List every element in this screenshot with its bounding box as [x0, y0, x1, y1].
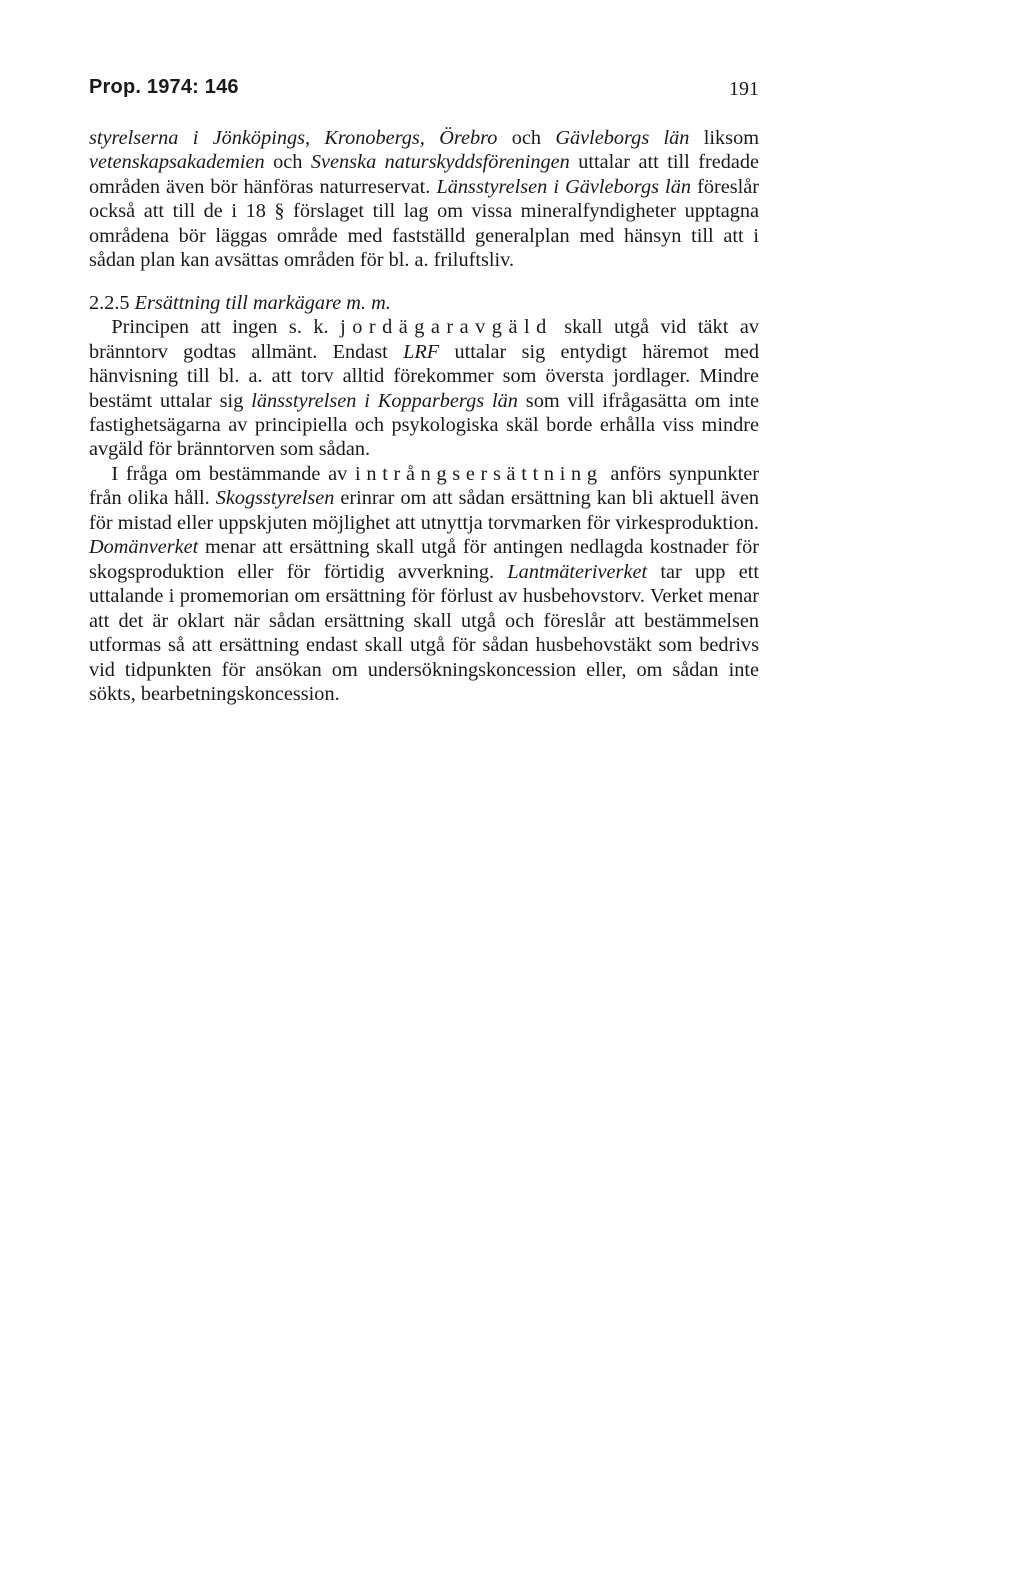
text-run: tar upp ett uttalande i promemorian om ersättning för förlust av husbehovstorv. Verket menar att det är oklart när sådan ersättning skall utgå och föreslår att bestämmelsen utformas så att ersättning endast skall utgå för sådan husbehovstäkt som bedrivs vid tidpunkten för ansökan om undersökningskoncession eller, om sådan inte sökts, bearbetningskoncession.: [89, 560, 759, 705]
agency-name: Gävleborgs län: [555, 127, 690, 149]
section-number: 2.2.5: [89, 291, 130, 314]
text-run: liksom: [689, 127, 759, 149]
paragraph-jordagaravgald: [89, 315, 759, 462]
text-run: I fråga om bestämmande av: [111, 462, 356, 485]
agency-name: Länsstyrelsen i Gävleborgs län: [436, 175, 691, 198]
text-run: menar att ersättning skall utgå för antingen nedlagda kostnader för skogsproduktion eller för förtidig avverkning.: [89, 536, 759, 583]
text-run: Principen att ingen s. k.: [111, 316, 341, 339]
agency-name: Lantmäteriverket: [507, 560, 648, 583]
section-title: Ersättning till markägare m. m.: [134, 291, 391, 314]
text-run: uttalar sig entydigt häremot med hänvisning till bl. a. att torv alltid förekommer som översta jordlager. Mindre bestämt uttalar sig: [89, 340, 759, 412]
agency-name: LRF: [403, 340, 440, 363]
agency-name: Svenska naturskyddsföreningen: [310, 151, 570, 174]
text-run: erinrar om att sådan ersättning kan bli aktuell även för mistad eller uppskjuten möjlighet att utnyttja torvmarken för virkesproduktion.: [89, 487, 759, 534]
emphasized-term: jordägaravgäld: [340, 316, 553, 339]
emphasized-term: intrångsersättning: [355, 462, 603, 485]
agency-name: styrelserna i Jönköpings, Kronobergs, Örebro: [89, 127, 498, 149]
running-title: Prop. 1974: 146: [89, 76, 239, 98]
paragraph-intrangsersattning: [89, 462, 759, 707]
text-run: och: [264, 151, 311, 174]
agency-name: länsstyrelsen i Kopparbergs län: [251, 389, 518, 412]
running-head: [89, 76, 759, 104]
section-heading: [89, 291, 759, 315]
text-run: skall utgå vid täkt av bränntorv godtas allmänt. Endast: [89, 316, 759, 363]
text-run: anförs synpunkter från olika håll.: [89, 462, 759, 510]
text-run: föreslår också att till de i 18 § förslaget till lag om vissa mineralfyndigheter upptagna områdena bör läggas område med fastställd generalplan med hänsyn till att i sådan plan kan avsättas områden för bl. a. friluftsliv.: [89, 175, 760, 272]
text-run: som vill ifrågasätta om inte fastighetsägarna av principiella och psykologiska skäl borde erhålla viss mindre avgäld för bränntorven som sådan.: [89, 389, 759, 461]
agency-name: vetenskapsakademien: [89, 151, 265, 174]
text-run: uttalar att till fredade områden även bör hänföras naturreservat.: [89, 151, 759, 198]
body-text: [89, 126, 759, 706]
page-number: 191: [729, 78, 759, 100]
agency-name: Domänverket: [89, 536, 199, 559]
paragraph-intro: [89, 126, 759, 273]
agency-name: Skogsstyrelsen: [215, 487, 335, 510]
text-run: och: [497, 127, 556, 149]
